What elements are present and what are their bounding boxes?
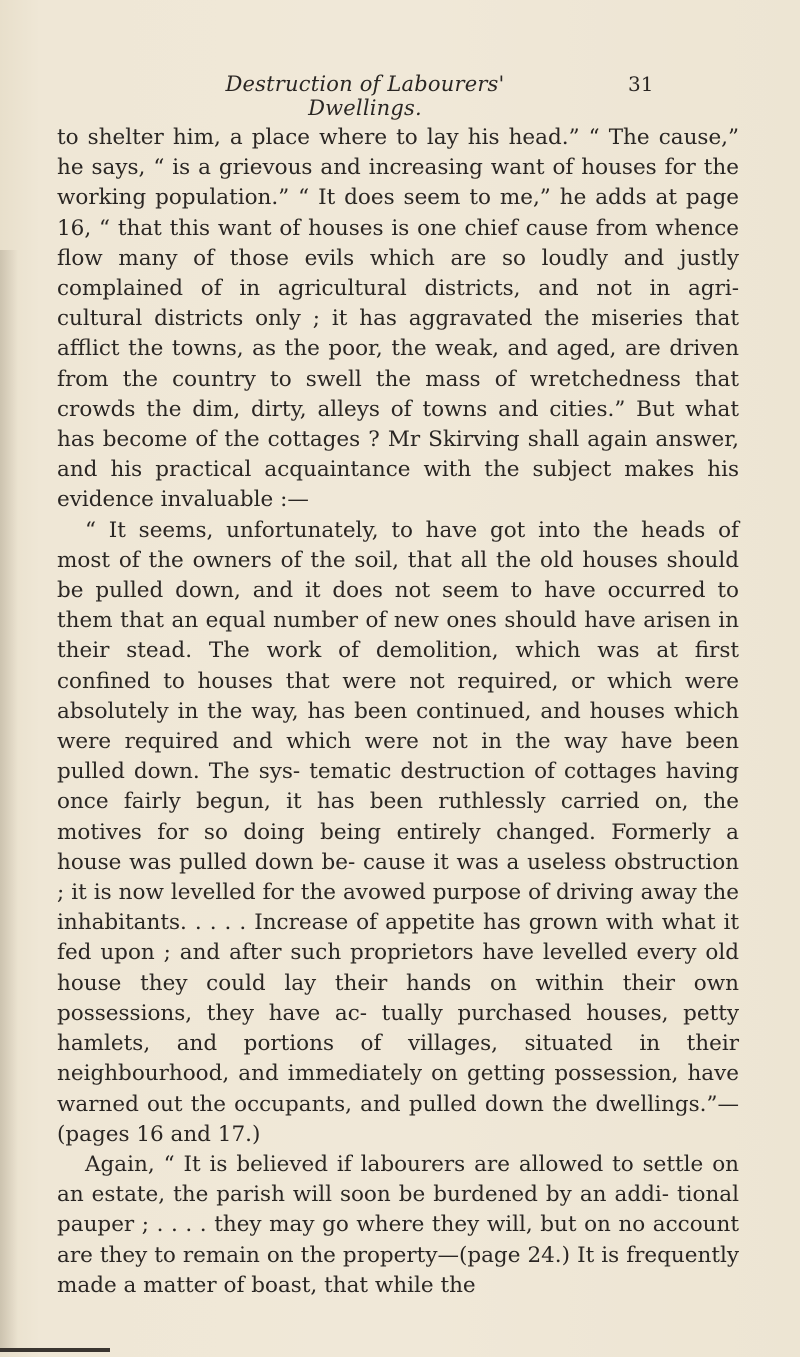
page-edge-shadow bbox=[0, 250, 18, 1350]
running-title: Destruction of Labourers' Dwellings. bbox=[225, 72, 505, 120]
page-number: 31 bbox=[628, 72, 654, 96]
paragraph-2-quotation: “ It seems, unfortunately, to have got into the heads of most of the owners of the soil, that all the old houses should be pulled down, and it does not seem to have occurred to them that an equal number of new ones should have arisen in their stead. The work of demolition, which was at first confined to houses that were not required, or which were absolutely in the way, has been continued, and houses which were required and which were not in the way have been pulled down. The sys- tematic destruction of cottages having once fairly begun, it has been ruthlessly carried on, the motives for so doing being entirely changed. Formerly a house was pulled down be- cause it was a useless obstruction ; it is now levelled for the avowed purpose of driving away the inhabitants. . . . . Increase of appetite has grown with what it fed upon ; and after such proprietors have levelled every old house they could lay their hands on within their own possessions, they have ac- tually purchased houses, petty hamlets, and portions of villages, situated in their neighbourhood, and immediately on getting possession, have warned out the occupants, and pulled down the dwellings.”—(pages 16 and 17.) bbox=[57, 517, 739, 1147]
paragraph-3: Again, “ It is believed if labourers are allowed to settle on an estate, the parish will soon be burdened by an addi- tional pauper ; . . . . they may go where they will, but on no account are they to remain on the property—(page 24.) It is frequently made a matter of boast, that while the bbox=[57, 1151, 739, 1298]
page-bottom-rule bbox=[0, 1348, 110, 1352]
paragraph-1: to shelter him, a place where to lay his head.” “ The cause,” he says, “ is a grievous and increasing want of houses for the working population.” “ It does seem to me,” he adds at page 16, “ that this want of houses is one chief cause from whence flow many of those evils which are so loudly and justly complained of in agricultural districts, and not in agri- cultural districts only ; it has aggravated the miseries that afflict the towns, as the poor, the weak, and aged, are driven from the country to swell the mass of wretchedness that crowds the dim, dirty, alleys of towns and cities.” But what has become of the cottages ? Mr Skirving shall again answer, and his practical acquaintance with the subject makes his evidence invaluable :— bbox=[57, 125, 739, 513]
body-text bbox=[57, 123, 739, 1301]
